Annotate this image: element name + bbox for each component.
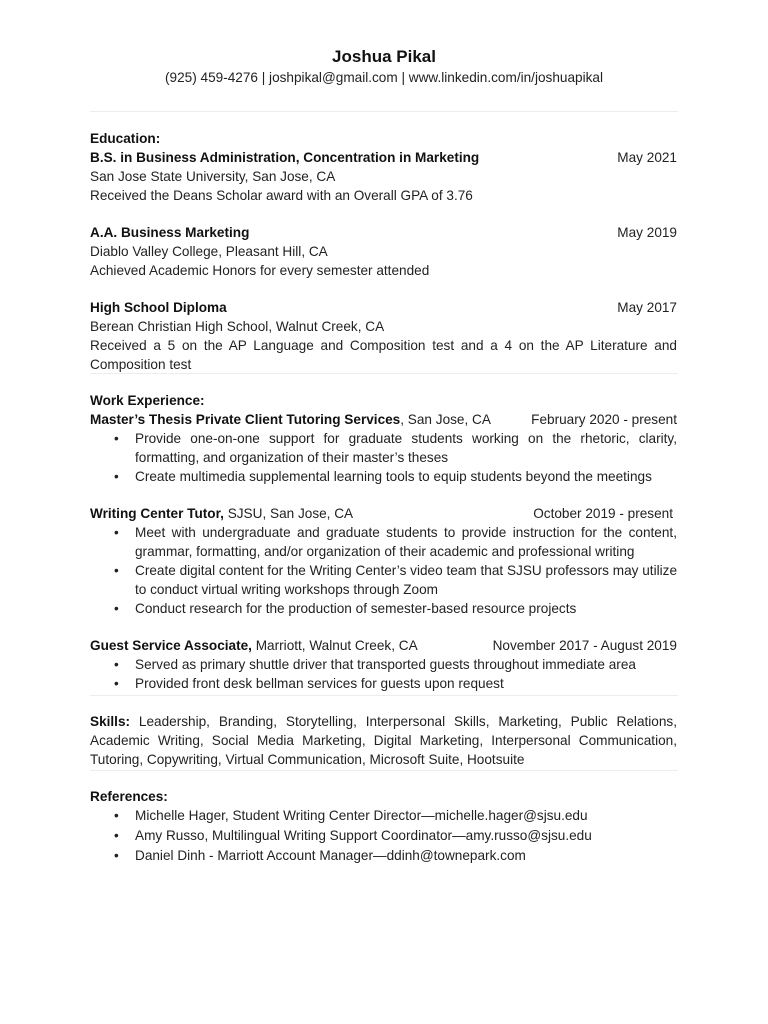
job-bullets: [90, 429, 677, 486]
bullet-icon: •: [114, 601, 119, 616]
bullet-icon: •: [114, 808, 119, 823]
date: May 2017: [617, 300, 677, 315]
degree: B.S. in Business Administration, Concentration in Marketing: [90, 150, 480, 165]
school: Berean Christian High School, Walnut Creek, CA: [90, 319, 385, 334]
work-heading: Work Experience:: [90, 393, 205, 408]
list-item: • Create multimedia supplemental learning tools to equip students beyond the meetings: [114, 469, 652, 484]
job-location: , San Jose, CA: [400, 412, 491, 427]
job-date: February 2020 - present: [531, 412, 677, 427]
resume-header: [0, 45, 768, 87]
divider: [90, 695, 678, 696]
education-note: Received a 5 on the AP Language and Composition test and a 4 on the AP Literature and Composition test: [90, 338, 677, 372]
date: May 2019: [617, 225, 677, 240]
job-bullets: [90, 655, 677, 693]
education-entry: [90, 298, 677, 374]
education-heading: Education:: [90, 131, 161, 146]
job-date: November 2017 - August 2019: [492, 638, 677, 653]
bullet-icon: •: [114, 657, 119, 672]
list-item: • Daniel Dinh - Marriott Account Manager—ddinh@townepark.com: [114, 848, 526, 863]
candidate-name: Joshua Pikal: [332, 47, 436, 66]
job-location: SJSU, San Jose, CA: [223, 506, 354, 521]
bullet-icon: •: [114, 431, 119, 446]
degree: High School Diploma: [90, 300, 227, 315]
list-item: • Provided front desk bellman services for guests upon request: [114, 676, 504, 691]
job-location: Marriott, Walnut Creek, CA: [251, 638, 418, 653]
school: Diablo Valley College, Pleasant Hill, CA: [90, 244, 328, 259]
list-item: • Create digital content for the Writing Center’s video team that SJSU professors may utilize to conduct virtual writing workshops through Zoom: [114, 563, 677, 597]
list-item: • Provide one-on-one support for graduate students working on the rhetoric, clarity, formatting, and organization of their master’s theses: [114, 431, 677, 465]
job-date: October 2019 - present: [533, 506, 673, 521]
skills-text: Leadership, Branding, Storytelling, Interpersonal Skills, Marketing, Public Relations, Academic Writing, Social Media Marketing, Digital Marketing, Interpersonal Communication, Tutoring, Copywriting, Virtual Communication, Microsoft Suite, Hootsuite: [90, 714, 677, 767]
education-section: [90, 129, 677, 374]
job-entry: [90, 504, 677, 618]
list-item: • Served as primary shuttle driver that transported guests throughout immediate area: [114, 657, 636, 672]
divider: [90, 111, 678, 112]
education-note: Received the Deans Scholar award with an Overall GPA of 3.76: [90, 188, 473, 203]
job-entry: [90, 636, 677, 693]
bullet-icon: •: [114, 848, 119, 863]
date: May 2021: [617, 150, 677, 165]
skills-section: [90, 712, 677, 769]
job-title: Guest Service Associate,: [90, 638, 252, 653]
references-section: [90, 787, 677, 865]
job-entry: [90, 410, 677, 486]
bullet-icon: •: [114, 676, 119, 691]
bullet-icon: •: [114, 469, 119, 484]
list-item: • Michelle Hager, Student Writing Center Director—michelle.hager@sjsu.edu: [114, 808, 588, 823]
divider: [90, 770, 678, 771]
education-note: Achieved Academic Honors for every semester attended: [90, 263, 430, 278]
work-section: [90, 391, 677, 693]
contact-line: (925) 459-4276 | joshpikal@gmail.com | www.linkedin.com/in/joshuapikal: [165, 70, 603, 85]
education-entry: [90, 148, 677, 205]
bullet-icon: •: [114, 828, 119, 843]
list-item: • Meet with undergraduate and graduate students to provide instruction for the content, grammar, formatting, and/or organization of their academic and professional writing: [114, 525, 677, 559]
references-heading: References:: [90, 789, 168, 804]
reference-list: [90, 806, 677, 865]
list-item: • Amy Russo, Multilingual Writing Support Coordinator—amy.russo@sjsu.edu: [114, 828, 592, 843]
list-item: • Conduct research for the production of semester-based resource projects: [114, 601, 577, 616]
school: San Jose State University, San Jose, CA: [90, 169, 336, 184]
bullet-icon: •: [114, 563, 119, 578]
education-entry: [90, 223, 677, 280]
skills-label: Skills:: [90, 714, 131, 729]
job-title: Writing Center Tutor,: [90, 506, 224, 521]
degree: A.A. Business Marketing: [90, 225, 250, 240]
job-bullets: [90, 523, 677, 618]
divider: [90, 373, 678, 374]
bullet-icon: •: [114, 525, 119, 540]
job-title: Master’s Thesis Private Client Tutoring Services: [90, 412, 401, 427]
